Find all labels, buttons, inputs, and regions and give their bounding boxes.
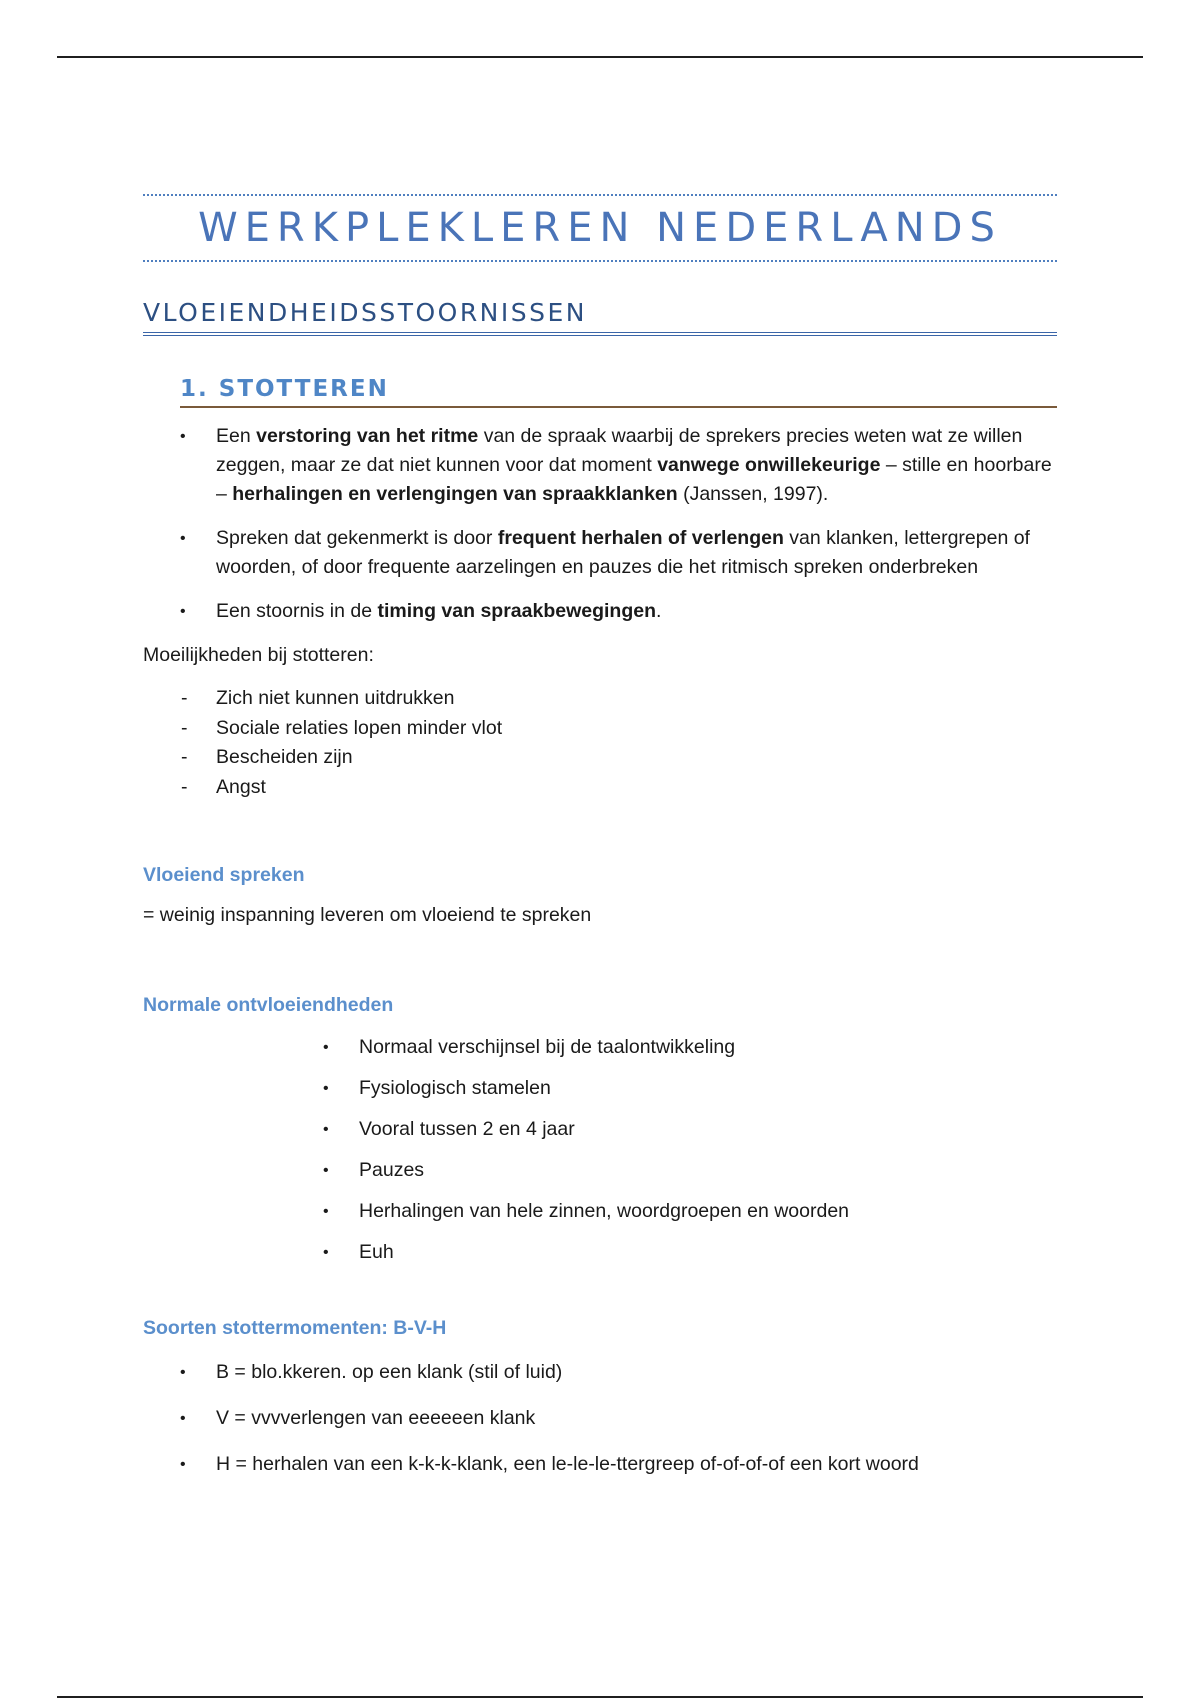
bullet-icon: •	[323, 1162, 329, 1179]
bullet-icon: •	[323, 1121, 329, 1138]
dash-icon: -	[181, 775, 188, 798]
vloeiend-heading: Vloeiend spreken	[143, 864, 305, 886]
definition-text: Een	[216, 425, 257, 447]
normale-text: Herhalingen van hele zinnen, woordgroepen en woorden	[359, 1200, 850, 1222]
bullet-icon: •	[180, 1364, 186, 1381]
normale-text: Euh	[359, 1241, 394, 1263]
normale-item	[143, 1238, 1057, 1267]
definition-text: van de spraak waarbij de sprekers precies weten wat ze willen zeggen, maar ze dat niet kunnen voor dat moment	[216, 425, 1023, 476]
bullet-icon: •	[180, 1410, 186, 1427]
footer-rule	[57, 1696, 1143, 1698]
normale-text: Vooral tussen 2 en 4 jaar	[359, 1118, 575, 1140]
definition-text: (Janssen, 1997).	[677, 483, 829, 505]
soorten-item	[143, 1358, 1057, 1387]
dash-icon: -	[181, 687, 188, 709]
definition-text: Een stoornis in de	[216, 600, 378, 622]
definition-text: – stille en hoorbare –	[216, 454, 1052, 505]
normale-item	[143, 1115, 1057, 1144]
soorten-item	[143, 1404, 1057, 1433]
definition-text: van klanken, lettergrepen of woorden, of door frequente aarzelingen en pauzes die het ritmisch spreken onderbreken	[216, 527, 1030, 578]
normale-text: Fysiologisch stamelen	[359, 1077, 551, 1099]
normale-heading: Normale ontvloeiendheden	[143, 994, 394, 1016]
normale-item	[143, 1074, 1057, 1103]
emphasis-text: timing van spraakbewegingen	[377, 600, 656, 622]
title-box	[143, 194, 1057, 262]
difficulty-item	[143, 743, 1057, 773]
emphasis-text: vanwege onwillekeurige	[657, 454, 881, 476]
soorten-text: H = herhalen van een k-k-k-klank, een le-le-le-ttergreep of-of-of-of een kort woord	[216, 1453, 919, 1475]
vloeiend-text: = weinig inspanning leveren om vloeiend te spreken	[143, 904, 592, 926]
soorten-text: V = vvvverlengen van eeeeeen klank	[216, 1407, 536, 1429]
document-body	[143, 194, 1057, 1496]
difficulties-intro: Moeilijkheden bij stotteren:	[143, 644, 374, 666]
difficulty-text: Sociale relaties lopen minder vlot	[216, 716, 503, 739]
normale-item	[143, 1033, 1057, 1062]
normale-item	[143, 1197, 1057, 1226]
section-title: VLOEIENDHEIDSSTOORNISSEN	[143, 298, 1057, 336]
emphasis-text: verstoring van het ritme	[256, 425, 479, 447]
difficulty-text: Bescheiden zijn	[216, 746, 353, 768]
bullet-icon: •	[180, 1456, 186, 1473]
bullet-icon: •	[323, 1039, 329, 1056]
normale-item	[143, 1156, 1057, 1185]
bullet-icon: •	[180, 530, 186, 547]
definition-text: .	[656, 600, 662, 622]
bullet-icon: •	[180, 603, 186, 620]
definition-item	[143, 524, 1057, 582]
soorten-list	[143, 1358, 1057, 1479]
subsection-title: 1. STOTTEREN	[180, 376, 1057, 408]
emphasis-text: herhalingen en verlengingen van spraakklanken	[232, 483, 678, 505]
difficulty-item	[143, 714, 1057, 744]
normale-list	[143, 1033, 1057, 1267]
difficulty-item	[143, 684, 1057, 714]
definition-item	[143, 597, 1057, 626]
dash-icon: -	[181, 716, 188, 739]
difficulty-text: Zich niet kunnen uitdrukken	[216, 687, 455, 709]
difficulty-text: Angst	[216, 775, 266, 798]
normale-text: Pauzes	[359, 1159, 425, 1181]
definition-item	[143, 422, 1057, 509]
definitions-list	[143, 422, 1057, 626]
bullet-icon: •	[180, 428, 186, 445]
header-rule	[57, 56, 1143, 58]
emphasis-text: frequent herhalen of verlengen	[497, 527, 784, 549]
normale-text: Normaal verschijnsel bij de taalontwikkeling	[359, 1036, 736, 1058]
difficulties-list	[143, 684, 1057, 802]
soorten-heading: Soorten stottermomenten: B-V-H	[143, 1317, 447, 1339]
bullet-icon: •	[323, 1080, 329, 1097]
definition-text: Spreken dat gekenmerkt is door	[216, 527, 498, 549]
bullet-icon: •	[323, 1203, 329, 1220]
dash-icon: -	[181, 746, 188, 768]
bullet-icon: •	[323, 1244, 329, 1261]
soorten-text: B = blo.kkeren. op een klank (stil of luid)	[216, 1361, 563, 1383]
soorten-item	[143, 1450, 1057, 1479]
difficulty-item	[143, 773, 1057, 803]
page-title: WERKPLEKLEREN NEDERLANDS	[198, 205, 1002, 251]
